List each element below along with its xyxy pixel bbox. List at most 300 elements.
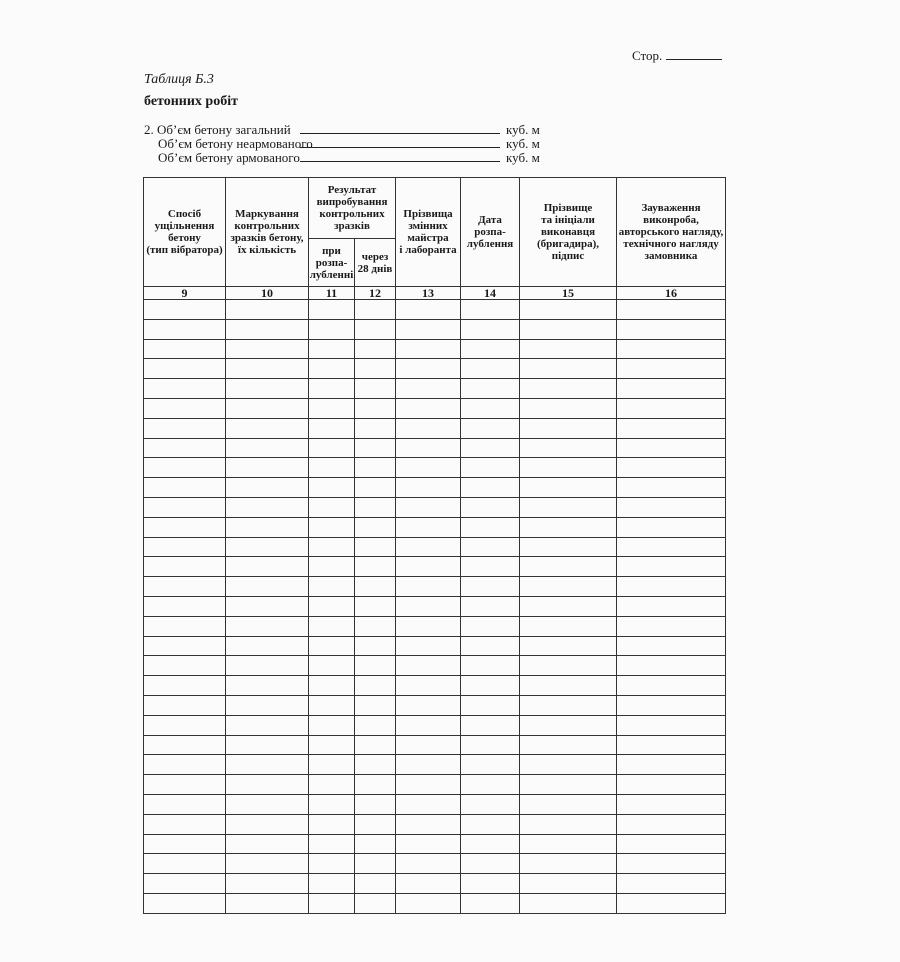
table-cell[interactable] [226, 497, 309, 517]
table-cell[interactable] [355, 418, 396, 438]
table-cell[interactable] [396, 893, 461, 913]
table-cell[interactable] [617, 616, 726, 636]
table-cell[interactable] [144, 814, 226, 834]
table-cell[interactable] [520, 656, 617, 676]
header-test-at-stripping: при розпа- лубленні [309, 239, 355, 287]
table-cell[interactable] [520, 300, 617, 320]
table-cell[interactable] [355, 755, 396, 775]
table-cell[interactable] [461, 616, 520, 636]
table-row [144, 537, 726, 557]
table-cell[interactable] [144, 517, 226, 537]
volume-total-unit: куб. м [506, 122, 540, 137]
volume-unreinforced-label: Об’єм бетону неармованого [158, 136, 313, 151]
table-cell[interactable] [520, 715, 617, 735]
table-cell[interactable] [226, 359, 309, 379]
table-cell[interactable] [461, 834, 520, 854]
table-cell[interactable] [144, 379, 226, 399]
table-cell[interactable] [355, 596, 396, 616]
table-cell[interactable] [309, 834, 355, 854]
table-cell[interactable] [226, 834, 309, 854]
table-cell[interactable] [396, 755, 461, 775]
table-row [144, 656, 726, 676]
table-cell[interactable] [617, 854, 726, 874]
table-cell[interactable] [355, 735, 396, 755]
table-cell[interactable] [520, 695, 617, 715]
table-cell[interactable] [617, 458, 726, 478]
table-cell[interactable] [396, 596, 461, 616]
table-cell[interactable] [144, 418, 226, 438]
table-cell[interactable] [226, 676, 309, 696]
table-cell[interactable] [396, 735, 461, 755]
table-cell[interactable] [144, 854, 226, 874]
table-cell[interactable] [461, 735, 520, 755]
table-cell[interactable] [309, 775, 355, 795]
volume-unreinforced-blank[interactable] [300, 137, 500, 148]
table-cell[interactable] [396, 319, 461, 339]
table-cell[interactable] [461, 814, 520, 834]
table-cell[interactable] [461, 497, 520, 517]
table-cell[interactable] [520, 636, 617, 656]
table-cell[interactable] [520, 596, 617, 616]
table-cell[interactable] [461, 438, 520, 458]
table-cell[interactable] [396, 874, 461, 894]
table-cell[interactable] [144, 319, 226, 339]
table-cell[interactable] [520, 497, 617, 517]
table-cell[interactable] [309, 478, 355, 498]
table-cell[interactable] [396, 458, 461, 478]
table-cell[interactable] [309, 596, 355, 616]
table-row [144, 755, 726, 775]
table-cell[interactable] [309, 458, 355, 478]
table-cell[interactable] [396, 359, 461, 379]
table-cell[interactable] [461, 517, 520, 537]
table-cell[interactable] [309, 636, 355, 656]
table-cell[interactable] [461, 319, 520, 339]
table-cell[interactable] [309, 359, 355, 379]
table-cell[interactable] [396, 339, 461, 359]
table-cell[interactable] [226, 596, 309, 616]
table-cell[interactable] [617, 794, 726, 814]
concrete-works-journal-table [143, 177, 726, 914]
table-cell[interactable] [520, 854, 617, 874]
table-cell[interactable] [355, 517, 396, 537]
table-cell[interactable] [226, 616, 309, 636]
table-cell[interactable] [617, 715, 726, 735]
header-foreman-names: Прізвища змінних майстра і лаборанта [396, 178, 461, 287]
table-cell[interactable] [461, 398, 520, 418]
table-cell[interactable] [355, 715, 396, 735]
table-cell[interactable] [355, 497, 396, 517]
column-number: 9 [144, 287, 226, 300]
table-cell[interactable] [144, 557, 226, 577]
table-cell[interactable] [520, 359, 617, 379]
table-cell[interactable] [617, 418, 726, 438]
table-cell[interactable] [396, 695, 461, 715]
table-cell[interactable] [144, 398, 226, 418]
table-cell[interactable] [226, 577, 309, 597]
table-cell[interactable] [226, 755, 309, 775]
table-cell[interactable] [355, 577, 396, 597]
table-cell[interactable] [144, 874, 226, 894]
table-cell[interactable] [226, 656, 309, 676]
table-cell[interactable] [309, 616, 355, 636]
table-cell[interactable] [309, 854, 355, 874]
table-cell[interactable] [144, 755, 226, 775]
table-cell[interactable] [617, 656, 726, 676]
table-cell[interactable] [617, 676, 726, 696]
table-cell[interactable] [520, 893, 617, 913]
table-row [144, 339, 726, 359]
volume-reinforced-blank[interactable] [300, 151, 500, 162]
table-cell[interactable] [617, 596, 726, 616]
table-cell[interactable] [617, 300, 726, 320]
table-cell[interactable] [355, 794, 396, 814]
table-cell[interactable] [396, 834, 461, 854]
table-cell[interactable] [520, 735, 617, 755]
table-label: Таблиця Б.3 [144, 72, 214, 87]
volume-unreinforced-row [144, 137, 540, 151]
table-row [144, 794, 726, 814]
table-cell[interactable] [396, 478, 461, 498]
table-cell[interactable] [461, 676, 520, 696]
table-cell[interactable] [617, 775, 726, 795]
table-cell[interactable] [355, 695, 396, 715]
table-cell[interactable] [309, 893, 355, 913]
table-cell[interactable] [309, 676, 355, 696]
table-cell[interactable] [617, 577, 726, 597]
column-number: 15 [520, 287, 617, 300]
table-cell[interactable] [144, 300, 226, 320]
table-cell[interactable] [226, 893, 309, 913]
table-header-row [144, 178, 726, 239]
column-number-row [144, 287, 726, 300]
table-cell[interactable] [520, 676, 617, 696]
column-number: 16 [617, 287, 726, 300]
table-cell[interactable] [309, 577, 355, 597]
table-cell[interactable] [355, 893, 396, 913]
table-cell[interactable] [309, 735, 355, 755]
table-cell[interactable] [355, 834, 396, 854]
table-cell[interactable] [617, 874, 726, 894]
table-cell[interactable] [617, 359, 726, 379]
table-cell[interactable] [355, 339, 396, 359]
table-cell[interactable] [461, 854, 520, 874]
table-cell[interactable] [617, 755, 726, 775]
table-cell[interactable] [226, 478, 309, 498]
table-cell[interactable] [309, 715, 355, 735]
table-cell[interactable] [396, 438, 461, 458]
table-cell[interactable] [226, 319, 309, 339]
table-cell[interactable] [520, 478, 617, 498]
table-cell[interactable] [144, 656, 226, 676]
header-compaction: Спосіб ущільнення бетону (тип вібратора) [144, 178, 226, 287]
table-cell[interactable] [226, 379, 309, 399]
table-cell[interactable] [461, 478, 520, 498]
table-cell[interactable] [520, 814, 617, 834]
table-cell[interactable] [520, 418, 617, 438]
table-cell[interactable] [144, 596, 226, 616]
table-cell[interactable] [520, 557, 617, 577]
table-cell[interactable] [309, 557, 355, 577]
table-cell[interactable] [520, 398, 617, 418]
table-cell[interactable] [144, 636, 226, 656]
table-cell[interactable] [144, 458, 226, 478]
table-cell[interactable] [396, 656, 461, 676]
table-cell[interactable] [355, 300, 396, 320]
table-cell[interactable] [617, 497, 726, 517]
table-cell[interactable] [617, 636, 726, 656]
table-cell[interactable] [396, 775, 461, 795]
table-cell[interactable] [520, 616, 617, 636]
table-cell[interactable] [144, 497, 226, 517]
table-cell[interactable] [520, 458, 617, 478]
table-cell[interactable] [617, 478, 726, 498]
table-cell[interactable] [355, 636, 396, 656]
header-test-result: Результат випробування контрольних зразків [309, 178, 396, 239]
table-cell[interactable] [355, 398, 396, 418]
table-cell[interactable] [144, 537, 226, 557]
table-cell[interactable] [226, 775, 309, 795]
table-cell[interactable] [396, 517, 461, 537]
table-cell[interactable] [144, 794, 226, 814]
volume-reinforced-unit: куб. м [506, 150, 540, 165]
table-cell[interactable] [226, 517, 309, 537]
table-row [144, 359, 726, 379]
table-cell[interactable] [226, 438, 309, 458]
table-cell[interactable] [309, 874, 355, 894]
table-cell[interactable] [144, 715, 226, 735]
table-row [144, 379, 726, 399]
table-cell[interactable] [355, 676, 396, 696]
table-cell[interactable] [617, 893, 726, 913]
table-cell[interactable] [226, 695, 309, 715]
table-cell[interactable] [309, 300, 355, 320]
table-cell[interactable] [309, 339, 355, 359]
table-cell[interactable] [520, 755, 617, 775]
table-cell[interactable] [520, 438, 617, 458]
table-cell[interactable] [355, 379, 396, 399]
table-cell[interactable] [396, 418, 461, 438]
table-cell[interactable] [309, 497, 355, 517]
table-cell[interactable] [226, 735, 309, 755]
table-cell[interactable] [144, 676, 226, 696]
table-cell[interactable] [355, 616, 396, 636]
table-cell[interactable] [309, 438, 355, 458]
volume-total-label: 2. Об’єм бетону загальний [144, 122, 291, 137]
table-cell[interactable] [461, 577, 520, 597]
table-cell[interactable] [396, 557, 461, 577]
table-cell[interactable] [396, 616, 461, 636]
table-cell[interactable] [226, 418, 309, 438]
volume-reinforced-row [144, 151, 540, 165]
table-cell[interactable] [520, 319, 617, 339]
table-cell[interactable] [461, 339, 520, 359]
table-cell[interactable] [144, 359, 226, 379]
table-row [144, 398, 726, 418]
table-cell[interactable] [396, 794, 461, 814]
table-cell[interactable] [309, 695, 355, 715]
table-cell[interactable] [396, 715, 461, 735]
table-cell[interactable] [309, 794, 355, 814]
table-cell[interactable] [396, 537, 461, 557]
table-cell[interactable] [309, 537, 355, 557]
table-cell[interactable] [520, 834, 617, 854]
table-cell[interactable] [461, 695, 520, 715]
table-cell[interactable] [617, 834, 726, 854]
section-title: бетонних робіт [144, 94, 238, 109]
table-cell[interactable] [461, 418, 520, 438]
table-cell[interactable] [461, 656, 520, 676]
table-cell[interactable] [461, 794, 520, 814]
table-cell[interactable] [617, 379, 726, 399]
volume-reinforced-label: Об’єм бетону армованого [158, 150, 300, 165]
table-row [144, 577, 726, 597]
table-row [144, 735, 726, 755]
volume-unreinforced-unit: куб. м [506, 136, 540, 151]
table-cell[interactable] [520, 379, 617, 399]
table-cell[interactable] [226, 300, 309, 320]
volume-total-blank[interactable] [300, 123, 500, 134]
table-cell[interactable] [309, 398, 355, 418]
table-cell[interactable] [461, 715, 520, 735]
table-cell[interactable] [226, 636, 309, 656]
table-cell[interactable] [617, 557, 726, 577]
table-cell[interactable] [520, 339, 617, 359]
table-cell[interactable] [461, 300, 520, 320]
table-cell[interactable] [226, 398, 309, 418]
table-row [144, 874, 726, 894]
table-cell[interactable] [355, 854, 396, 874]
table-cell[interactable] [309, 656, 355, 676]
table-cell[interactable] [226, 854, 309, 874]
table-cell[interactable] [144, 577, 226, 597]
column-number: 14 [461, 287, 520, 300]
table-cell[interactable] [144, 775, 226, 795]
column-number: 12 [355, 287, 396, 300]
table-cell[interactable] [461, 775, 520, 795]
table-cell[interactable] [520, 577, 617, 597]
table-cell[interactable] [520, 517, 617, 537]
header-stripping-date: Дата розпа- лублення [461, 178, 520, 287]
table-cell[interactable] [355, 814, 396, 834]
table-cell[interactable] [461, 636, 520, 656]
table-cell[interactable] [396, 577, 461, 597]
table-cell[interactable] [461, 893, 520, 913]
table-cell[interactable] [309, 319, 355, 339]
table-cell[interactable] [617, 339, 726, 359]
table-cell[interactable] [396, 814, 461, 834]
table-cell[interactable] [144, 616, 226, 636]
table-cell[interactable] [461, 537, 520, 557]
table-cell[interactable] [355, 557, 396, 577]
table-cell[interactable] [617, 814, 726, 834]
table-cell[interactable] [617, 537, 726, 557]
table-cell[interactable] [309, 379, 355, 399]
table-cell[interactable] [461, 596, 520, 616]
table-cell[interactable] [355, 458, 396, 478]
table-cell[interactable] [520, 874, 617, 894]
table-cell[interactable] [461, 557, 520, 577]
table-cell[interactable] [355, 656, 396, 676]
table-row [144, 596, 726, 616]
table-cell[interactable] [144, 478, 226, 498]
concrete-volumes [144, 123, 540, 165]
table-cell[interactable] [461, 755, 520, 775]
table-row [144, 497, 726, 517]
table-cell[interactable] [617, 319, 726, 339]
table-cell[interactable] [617, 517, 726, 537]
table-cell[interactable] [396, 398, 461, 418]
table-row [144, 300, 726, 320]
table-cell[interactable] [461, 359, 520, 379]
header-marking: Маркування контрольних зразків бетону, їх кількість [226, 178, 309, 287]
table-cell[interactable] [226, 557, 309, 577]
table-row [144, 834, 726, 854]
table-cell[interactable] [520, 794, 617, 814]
table-cell[interactable] [396, 636, 461, 656]
table-cell[interactable] [226, 814, 309, 834]
table-row [144, 478, 726, 498]
table-cell[interactable] [617, 438, 726, 458]
table-cell[interactable] [355, 874, 396, 894]
table-cell[interactable] [520, 775, 617, 795]
table-cell[interactable] [226, 715, 309, 735]
table-cell[interactable] [226, 458, 309, 478]
table-cell[interactable] [144, 893, 226, 913]
table-cell[interactable] [309, 418, 355, 438]
table-cell[interactable] [396, 300, 461, 320]
table-row [144, 775, 726, 795]
table-cell[interactable] [309, 814, 355, 834]
table-cell[interactable] [226, 339, 309, 359]
table-cell[interactable] [355, 438, 396, 458]
table-cell[interactable] [396, 497, 461, 517]
table-row [144, 695, 726, 715]
table-cell[interactable] [226, 794, 309, 814]
header-executor-name: Прізвище та ініціали виконавця (бригадира), підпис [520, 178, 617, 287]
table-cell[interactable] [144, 735, 226, 755]
table-cell[interactable] [355, 537, 396, 557]
table-cell[interactable] [355, 359, 396, 379]
table-cell[interactable] [309, 517, 355, 537]
page-number-blank[interactable] [666, 47, 722, 60]
table-row [144, 893, 726, 913]
table-row [144, 319, 726, 339]
table-cell[interactable] [355, 319, 396, 339]
table-cell[interactable] [617, 695, 726, 715]
header-remarks: Зауваження виконроба, авторського нагляду, технічного нагляду замовника [617, 178, 726, 287]
table-cell[interactable] [144, 695, 226, 715]
table-cell[interactable] [355, 478, 396, 498]
table-cell[interactable] [396, 379, 461, 399]
table-cell[interactable] [226, 874, 309, 894]
table-cell[interactable] [396, 854, 461, 874]
table-row [144, 557, 726, 577]
table-cell[interactable] [309, 755, 355, 775]
table-cell[interactable] [144, 438, 226, 458]
table-cell[interactable] [144, 339, 226, 359]
table-cell[interactable] [355, 775, 396, 795]
table-cell[interactable] [461, 379, 520, 399]
table-cell[interactable] [617, 398, 726, 418]
table-cell[interactable] [144, 834, 226, 854]
table-cell[interactable] [226, 537, 309, 557]
table-cell[interactable] [617, 735, 726, 755]
table-cell[interactable] [396, 676, 461, 696]
table-cell[interactable] [520, 537, 617, 557]
table-cell[interactable] [461, 458, 520, 478]
table-cell[interactable] [461, 874, 520, 894]
